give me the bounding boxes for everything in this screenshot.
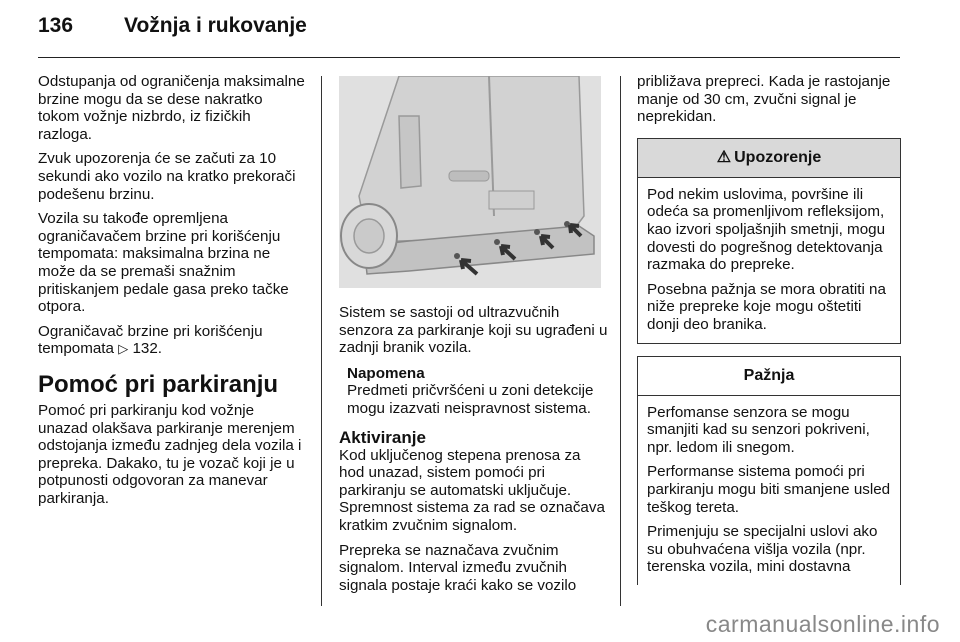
- warning-body: [638, 178, 900, 343]
- paragraph: Pomoć pri parkiranju kod vožnje unazad olakšava parkiranje merenjem odstojanja između zadnjeg dela vozila i prepreka. Dakako, tu je vozač koji je u potpunosti odgovoran za manevar parkiranja.: [38, 401, 302, 507]
- paragraph: Pod nekim uslovima, površine ili odeća sa promenljivom refleksijom, kao izvori spoljašnjih smetnji, mogu dovesti do pogrešnog detektovanja razmaka do prepreke.: [647, 185, 886, 274]
- paragraph: Odstupanja od ograničenja maksimalne brzine mogu da se dese nakratko tokom vožnje nizbrdo, iz fizičkih razloga.: [38, 73, 305, 143]
- header-divider: [38, 57, 900, 58]
- caution-title: Pažnja: [743, 366, 795, 384]
- paragraph: Vozila su takođe opremljena ograničavačem brzine pri korišćenju tempomata: maksimalna brzina ne može da se premaši snažnim pritiskanjem pedale gasa preko tačke otpora.: [38, 210, 289, 316]
- page-number: 136: [38, 14, 74, 37]
- section-heading: Pomoć pri parkiranju: [38, 370, 279, 398]
- paragraph: Sistem se sastoji od ultrazvučnih senzora za parkiranje koji su ugrađeni u zadnji branik vozila.: [339, 304, 608, 357]
- paragraph-text: Ograničavač brzine pri korišćenju tempomata: [38, 322, 263, 358]
- warning-box: [637, 138, 901, 344]
- warning-header: [638, 139, 900, 178]
- note-text: Predmeti pričvršćeni u zoni detekcije mogu izazvati neispravnost sistema.: [347, 382, 594, 417]
- caution-body: [638, 396, 900, 585]
- column-divider-2: [620, 76, 621, 606]
- paragraph: Perfomanse senzora se mogu smanjiti kad su senzori pokriveni, npr. ledom ili snegom.: [647, 403, 870, 456]
- paragraph: približava prepreci. Kada je rastojanje manje od 30 cm, zvučni signal je neprekidan.: [637, 73, 891, 126]
- subheading: Aktiviranje: [339, 427, 426, 447]
- caution-box: [637, 356, 901, 585]
- van-rear-image: [339, 76, 601, 288]
- paragraph: Kod uključenog stepena prenosa za hod unazad, sistem pomoći pri parkiranju se automatski uključuje. Spremnost sistema za rad se označava kratkim zvučnim signalom.: [339, 446, 605, 534]
- section-title: Vožnja i rukovanje: [124, 14, 307, 37]
- paragraph: Zvuk upozorenja će se začuti za 10 sekundi ako vozilo na kratko prekorači podešenu brzinu.: [38, 150, 296, 203]
- page-reference-icon: ▷: [118, 341, 129, 357]
- paragraph: Posebna pažnja se mora obratiti na niže prepreke koje mogu oštetiti donji deo branika.: [647, 280, 886, 333]
- column-1: [38, 73, 308, 514]
- paragraph: Primenjuju se specijalni uslovi ako su obuhvaćena višlja vozila (npr. terenska vozila, mini dostavna: [647, 523, 878, 576]
- note-block: [347, 365, 609, 418]
- note-title: Napomena: [347, 364, 425, 382]
- paragraph-with-reference: [38, 323, 308, 358]
- parking-sensor-illustration: [339, 76, 601, 288]
- page-reference-link[interactable]: 132.: [132, 340, 163, 358]
- paragraph: Prepreka se naznačava zvučnim signalom. Interval između zvučnih signala postaje kraći kako se vozilo: [339, 541, 577, 594]
- warning-triangle-icon: ⚠: [716, 148, 732, 166]
- watermark: carmanualsonline.info: [705, 611, 940, 637]
- caution-header: [638, 357, 900, 396]
- paragraph: Performanse sistema pomoći pri parkiranju mogu biti smanjene usled teškog tereta.: [647, 463, 891, 516]
- warning-title: Upozorenje: [734, 148, 822, 166]
- column-2: [339, 73, 609, 601]
- column-divider-1: [321, 76, 322, 606]
- column-3: [637, 73, 901, 585]
